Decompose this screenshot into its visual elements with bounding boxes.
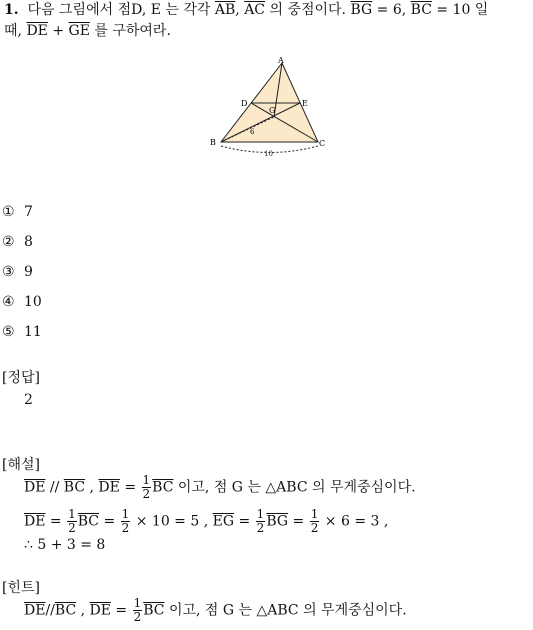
segment-de: $\overline{DE}$ <box>26 23 48 39</box>
numerator: 1 <box>142 473 151 487</box>
explanation-text: 이고, 점 G 는 △ABC 의 무게중심이다. <box>177 479 416 496</box>
given-bg: = 6, <box>376 2 407 18</box>
question-number: 1. <box>4 2 19 18</box>
hint-heading: [힌트] <box>2 580 40 596</box>
segment-eg: $\overline{EG}$ <box>212 513 235 530</box>
label-a: A <box>278 56 284 65</box>
denominator: 2 <box>142 487 151 501</box>
denominator: 2 <box>256 521 265 535</box>
question-line-1 <box>4 0 529 21</box>
choice-value: 7 <box>24 204 33 220</box>
comma: , <box>89 479 94 496</box>
choice-marker: ① <box>2 204 15 220</box>
choice-4[interactable] <box>2 294 42 310</box>
calculation-de: × 10 = 5 , <box>135 513 209 530</box>
numerator: 1 <box>256 507 265 521</box>
choice-2[interactable] <box>2 234 33 250</box>
denominator: 2 <box>68 521 76 535</box>
numerator: 1 <box>68 507 76 521</box>
explanation-line-1 <box>24 474 416 501</box>
choice-3[interactable] <box>2 264 33 280</box>
segment-de: $\overline{DE}$ <box>98 479 120 496</box>
fraction-half <box>310 508 320 535</box>
label-e: E <box>302 99 308 108</box>
segment-bc: $\overline{BC}$ <box>410 2 432 18</box>
comma: , <box>235 2 240 18</box>
segment-bc: $\overline{BC}$ <box>77 513 99 530</box>
segment-de: $\overline{DE}$ <box>24 479 46 496</box>
equals-sign: = <box>124 479 137 496</box>
choice-value: 11 <box>24 324 42 340</box>
label-g: G <box>269 106 276 115</box>
triangle-figure <box>205 55 335 160</box>
choice-value: 9 <box>24 264 33 280</box>
segment-bg: $\overline{BG}$ <box>266 513 289 530</box>
parallel-sign: // <box>45 602 55 619</box>
question-text-part: 때, <box>4 23 22 39</box>
fraction-half <box>256 508 266 535</box>
fraction-half <box>142 474 152 501</box>
question-text <box>4 0 529 42</box>
choice-5[interactable] <box>2 324 42 340</box>
label-6: 6 <box>250 128 255 136</box>
segment-de: $\overline{DE}$ <box>24 513 46 530</box>
segment-de: $\overline{DE}$ <box>24 602 46 619</box>
given-bc: = 10 일 <box>436 2 489 18</box>
hint-text: 이고, 점 G 는 △ABC 의 무게중심이다. <box>168 602 407 619</box>
comma: , <box>80 602 86 619</box>
equals-sign: = <box>238 513 251 530</box>
segment-bg: $\overline{BG}$ <box>350 2 373 18</box>
segment-ab: $\overline{AB}$ <box>214 2 236 18</box>
explanation-line-2 <box>24 508 388 535</box>
choice-marker: ② <box>2 234 15 250</box>
label-b: B <box>210 138 216 147</box>
choice-marker: ⑤ <box>2 324 15 340</box>
label-10: 10 <box>264 150 273 158</box>
segment-ge: $\overline{GE}$ <box>68 23 90 39</box>
segment-bc: $\overline{BC}$ <box>143 602 165 619</box>
parallel-sign: // <box>49 479 60 496</box>
numerator: 1 <box>121 507 130 521</box>
fraction-half <box>67 508 77 535</box>
choice-value: 8 <box>24 234 33 250</box>
question-text-part: 의 중점이다. <box>269 2 346 18</box>
numerator: 1 <box>310 507 319 521</box>
answer-value: 2 <box>24 392 33 408</box>
question-line-2 <box>4 21 529 42</box>
denominator: 2 <box>133 610 142 624</box>
numerator: 1 <box>133 596 142 610</box>
hint-line <box>24 597 407 624</box>
equals-sign: = <box>103 513 116 530</box>
equals-sign: = <box>49 513 62 530</box>
fraction-half <box>121 508 131 535</box>
question-text-part: 를 구하여라. <box>94 23 171 39</box>
choice-value: 10 <box>24 294 42 310</box>
label-c: C <box>319 139 326 148</box>
label-d: D <box>241 99 248 108</box>
choice-1[interactable] <box>2 204 33 220</box>
answer-heading: [정답] <box>2 370 40 386</box>
segment-bc: $\overline{BC}$ <box>63 479 86 496</box>
choice-marker: ④ <box>2 294 15 310</box>
explanation-line-3: ∴ 5 + 3 = 8 <box>24 537 106 553</box>
question-text-part: 다음 그림에서 점D, E 는 각각 <box>27 2 211 18</box>
choice-marker: ③ <box>2 264 15 280</box>
segment-bc: $\overline{BC}$ <box>152 479 174 496</box>
segment-ac: $\overline{AC}$ <box>244 2 266 18</box>
segment-bc: $\overline{BC}$ <box>54 602 77 619</box>
equals-sign: = <box>115 602 128 619</box>
fraction-half <box>133 597 143 624</box>
calculation-eg: × 6 = 3 , <box>324 513 389 530</box>
denominator: 2 <box>121 521 130 535</box>
equals-sign: = <box>292 513 305 530</box>
explanation-heading: [해설] <box>2 457 40 473</box>
denominator: 2 <box>310 521 319 535</box>
plus-sign: + <box>52 23 65 39</box>
segment-de: $\overline{DE}$ <box>89 602 111 619</box>
